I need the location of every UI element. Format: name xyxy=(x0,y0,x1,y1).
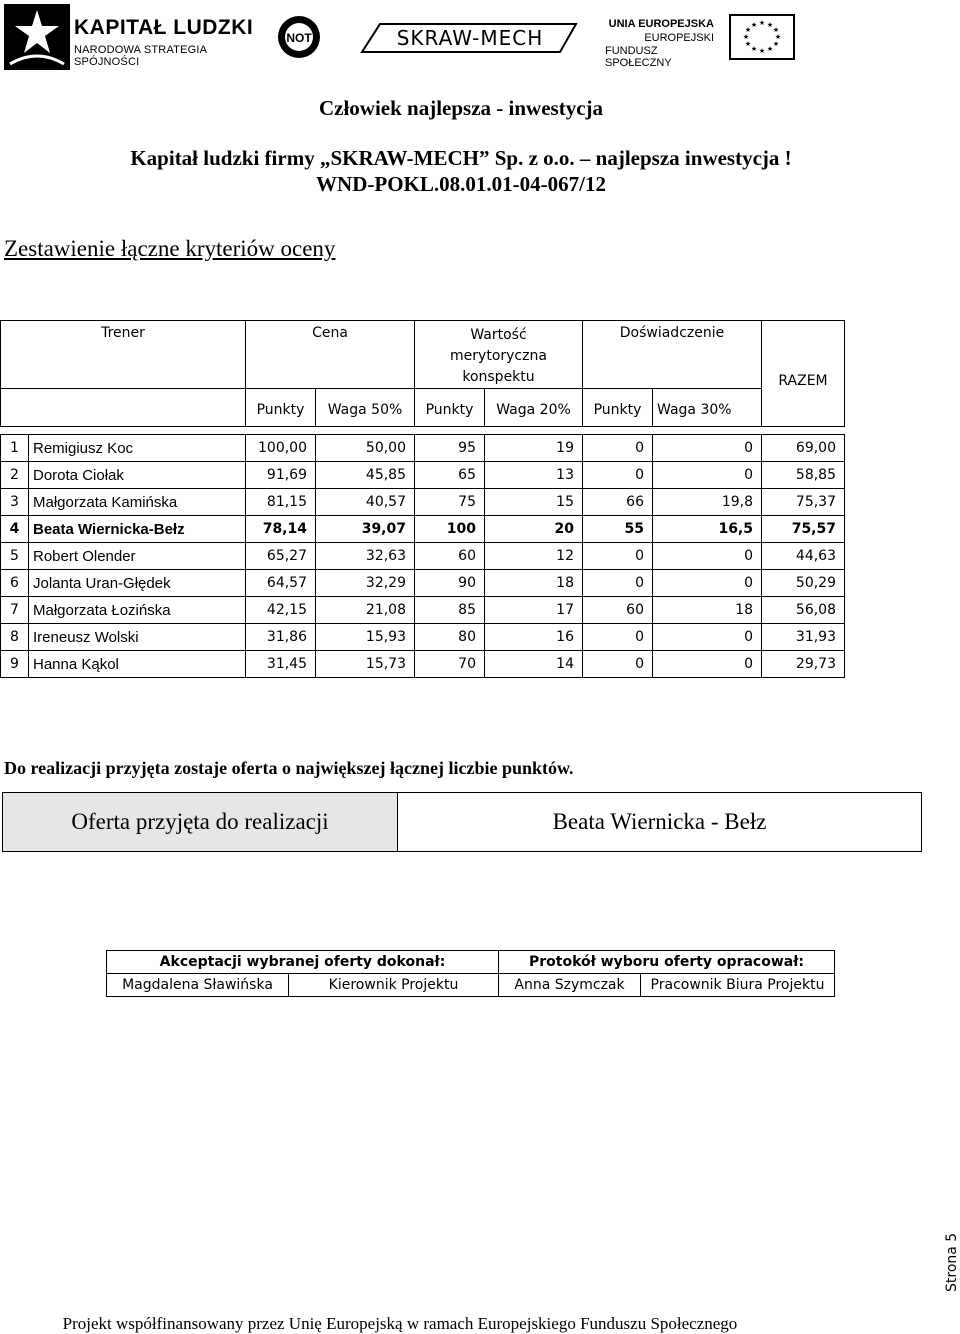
experience-points: 60 xyxy=(583,597,653,624)
experience-weighted: 16,5 xyxy=(653,516,762,543)
prepared-by-header: Protokół wyboru oferty opracował: xyxy=(499,951,835,974)
value-points: 85 xyxy=(415,597,485,624)
experience-weighted: 0 xyxy=(653,624,762,651)
experience-points: 0 xyxy=(583,462,653,489)
svg-text:★: ★ xyxy=(758,19,766,27)
price-weighted: 50,00 xyxy=(316,435,415,462)
value-weighted: 16 xyxy=(485,624,583,651)
heading-line2: Kapitał ludzki firmy „SKRAW-MECH” Sp. z o.o. – najlepsza inwestycja ! xyxy=(130,146,792,170)
footer-cofinancing: Projekt współfinansowany przez Unię Europejską w ramach Europejskiego Funduszu Społecznego xyxy=(62,1314,738,1333)
page-number: Strona 5 xyxy=(944,1232,960,1292)
header-spacer xyxy=(1,427,845,435)
row-number: 4 xyxy=(1,516,29,543)
row-number: 1 xyxy=(1,435,29,462)
svg-text:★: ★ xyxy=(766,21,774,29)
trainer-name: Jolanta Uran-Głędek xyxy=(29,570,246,597)
row-number: 7 xyxy=(1,597,29,624)
experience-weighted: 19,8 xyxy=(653,489,762,516)
value-weighted: 20 xyxy=(485,516,583,543)
experience-points: 0 xyxy=(583,651,653,678)
price-points: 100,00 xyxy=(246,435,316,462)
score-table xyxy=(0,320,845,678)
price-weighted: 32,63 xyxy=(316,543,415,570)
price-weighted: 15,73 xyxy=(316,651,415,678)
experience-points: 55 xyxy=(583,516,653,543)
eu-logo-line2: EUROPEJSKI xyxy=(644,32,714,44)
trainer-name: Ireneusz Wolski xyxy=(29,624,246,651)
table-row xyxy=(1,489,845,516)
section-title: Zestawienie łączne kryteriów oceny xyxy=(4,236,336,261)
row-number: 9 xyxy=(1,651,29,678)
kapital-ludzki-title: KAPITAŁ LUDZKI xyxy=(74,16,254,39)
price-points: 31,86 xyxy=(246,624,316,651)
kapital-ludzki-logo xyxy=(4,4,254,74)
value-weighted: 13 xyxy=(485,462,583,489)
total-score: 29,73 xyxy=(762,651,845,678)
value-points: 75 xyxy=(415,489,485,516)
prepared-by-name: Anna Szymczak xyxy=(499,974,641,997)
experience-points: 66 xyxy=(583,489,653,516)
svg-text:★: ★ xyxy=(744,26,752,34)
eu-logo xyxy=(605,12,797,69)
table-row xyxy=(1,435,845,462)
experience-weighted: 0 xyxy=(653,462,762,489)
experience-weighted: 0 xyxy=(653,435,762,462)
value-points: 100 xyxy=(415,516,485,543)
row-number: 6 xyxy=(1,570,29,597)
price-weighted: 45,85 xyxy=(316,462,415,489)
price-points: 91,69 xyxy=(246,462,316,489)
trainer-name: Małgorzata Kamińska xyxy=(29,489,246,516)
svg-text:★: ★ xyxy=(774,33,782,41)
accepted-by-name: Magdalena Sławińska xyxy=(107,974,289,997)
table-row xyxy=(1,570,845,597)
total-score: 75,57 xyxy=(762,516,845,543)
row-number: 3 xyxy=(1,489,29,516)
row-number: 2 xyxy=(1,462,29,489)
eu-logo-line3: FUNDUSZ SPOŁECZNY xyxy=(605,45,672,69)
header-price: Cena xyxy=(246,321,415,389)
svg-text:★: ★ xyxy=(772,26,780,34)
not-logo-text: NOT xyxy=(286,31,312,45)
price-weighted: 21,08 xyxy=(316,597,415,624)
header-experience-weight: Waga 30% xyxy=(653,389,762,427)
svg-text:★: ★ xyxy=(750,21,758,29)
row-number: 5 xyxy=(1,543,29,570)
heading-line1: Człowiek najlepsza - inwestycja xyxy=(318,96,604,120)
prepared-by-role: Pracownik Biura Projektu xyxy=(641,974,835,997)
total-score: 58,85 xyxy=(762,462,845,489)
header-experience-points: Punkty xyxy=(583,389,653,427)
price-points: 78,14 xyxy=(246,516,316,543)
price-points: 31,45 xyxy=(246,651,316,678)
table-row xyxy=(1,462,845,489)
svg-text:★: ★ xyxy=(742,33,750,41)
header-value: Wartość merytoryczna konspektu xyxy=(415,321,583,389)
accepted-by-role: Kierownik Projektu xyxy=(289,974,499,997)
kapital-ludzki-emblem-icon xyxy=(4,4,70,70)
total-score: 75,37 xyxy=(762,489,845,516)
trainer-name: Dorota Ciołak xyxy=(29,462,246,489)
not-logo xyxy=(276,14,322,60)
trainer-name: Hanna Kąkol xyxy=(29,651,246,678)
signature-table xyxy=(106,950,835,997)
table-row xyxy=(1,597,845,624)
header-experience: Doświadczenie xyxy=(583,321,762,389)
price-weighted: 40,57 xyxy=(316,489,415,516)
total-score: 44,63 xyxy=(762,543,845,570)
eu-flag-icon xyxy=(729,14,795,60)
experience-points: 0 xyxy=(583,435,653,462)
table-row-winner xyxy=(1,516,845,543)
svg-text:★: ★ xyxy=(744,40,752,48)
table-row xyxy=(1,624,845,651)
svg-text:★: ★ xyxy=(766,45,774,53)
header-value-weight: Waga 20% xyxy=(485,389,583,427)
experience-weighted: 18 xyxy=(653,597,762,624)
total-score: 69,00 xyxy=(762,435,845,462)
row-number: 8 xyxy=(1,624,29,651)
accepted-offer-label: Oferta przyjęta do realizacji xyxy=(3,793,398,851)
header-total: RAZEM xyxy=(762,321,845,427)
value-points: 90 xyxy=(415,570,485,597)
trainer-name: Małgorzata Łozińska xyxy=(29,597,246,624)
total-score: 50,29 xyxy=(762,570,845,597)
value-points: 80 xyxy=(415,624,485,651)
total-score: 31,93 xyxy=(762,624,845,651)
svg-text:★: ★ xyxy=(772,40,780,48)
value-points: 95 xyxy=(415,435,485,462)
skraw-mech-logo xyxy=(360,14,580,64)
eu-logo-line1: UNIA EUROPEJSKA xyxy=(608,18,714,30)
price-weighted: 32,29 xyxy=(316,570,415,597)
value-weighted: 19 xyxy=(485,435,583,462)
value-weighted: 17 xyxy=(485,597,583,624)
selection-rule-note: Do realizacji przyjęta zostaje oferta o największej łącznej liczbie punktów. xyxy=(4,758,574,778)
trainer-name: Beata Wiernicka-Bełz xyxy=(29,516,246,543)
skraw-mech-logo-text: SKRAW-MECH xyxy=(396,26,544,50)
accepted-offer-winner: Beata Wiernicka - Bełz xyxy=(552,809,767,834)
value-points: 70 xyxy=(415,651,485,678)
header-value-points: Punkty xyxy=(415,389,485,427)
accepted-offer-box xyxy=(2,792,922,852)
value-points: 65 xyxy=(415,462,485,489)
svg-text:★: ★ xyxy=(750,45,758,53)
experience-weighted: 0 xyxy=(653,651,762,678)
value-weighted: 15 xyxy=(485,489,583,516)
accepted-by-header: Akceptacji wybranej oferty dokonał: xyxy=(107,951,499,974)
price-weighted: 15,93 xyxy=(316,624,415,651)
header-price-weight: Waga 50% xyxy=(316,389,415,427)
experience-points: 0 xyxy=(583,624,653,651)
value-weighted: 18 xyxy=(485,570,583,597)
price-points: 42,15 xyxy=(246,597,316,624)
price-weighted: 39,07 xyxy=(316,516,415,543)
price-points: 81,15 xyxy=(246,489,316,516)
table-row xyxy=(1,543,845,570)
price-points: 65,27 xyxy=(246,543,316,570)
svg-text:★: ★ xyxy=(758,47,766,55)
kapital-ludzki-subtitle: NARODOWA STRATEGIA SPÓJNOŚCI xyxy=(74,44,207,68)
experience-points: 0 xyxy=(583,570,653,597)
value-weighted: 12 xyxy=(485,543,583,570)
header-trainer: Trener xyxy=(1,321,246,389)
value-points: 60 xyxy=(415,543,485,570)
header-trainer-sub xyxy=(1,389,246,427)
experience-weighted: 0 xyxy=(653,570,762,597)
value-weighted: 14 xyxy=(485,651,583,678)
project-number: WND-POKL.08.01.01-04-067/12 xyxy=(316,172,606,196)
experience-points: 0 xyxy=(583,543,653,570)
price-points: 64,57 xyxy=(246,570,316,597)
trainer-name: Robert Olender xyxy=(29,543,246,570)
table-row xyxy=(1,651,845,678)
trainer-name: Remigiusz Koc xyxy=(29,435,246,462)
experience-weighted: 0 xyxy=(653,543,762,570)
total-score: 56,08 xyxy=(762,597,845,624)
header-price-points: Punkty xyxy=(246,389,316,427)
